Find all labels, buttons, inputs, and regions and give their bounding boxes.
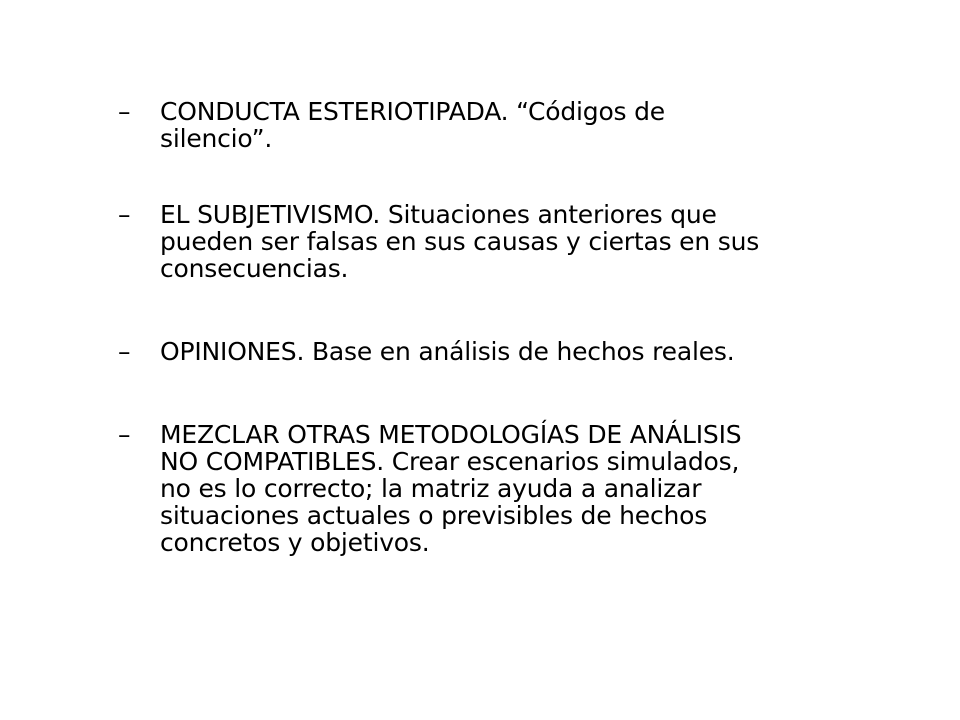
bullet-dash: – — [118, 337, 131, 366]
list-item — [118, 201, 908, 282]
bullet-dash: – — [118, 97, 131, 126]
bullet-dash: – — [118, 200, 131, 229]
bullet-text: OPINIONES. Base en análisis de hechos reales. — [160, 337, 735, 366]
list-item — [118, 421, 908, 556]
bullet-text: MEZCLAR OTRAS METODOLOGÍAS DE ANÁLISIS NO COMPATIBLES. Crear escenarios simulados, no es lo correcto; la matriz ayuda a analizar situaciones actuales o previsibles de hechos concretos y objetivos. — [160, 420, 742, 557]
bullet-text: EL SUBJETIVISMO. Situaciones anteriores que pueden ser falsas en sus causas y ciertas en sus consecuencias. — [160, 200, 760, 283]
bullet-dash: – — [118, 420, 131, 449]
list-item — [118, 338, 908, 365]
bullet-text: CONDUCTA ESTERIOTIPADA. “Códigos de silencio”. — [160, 97, 665, 153]
list-item — [118, 98, 908, 152]
